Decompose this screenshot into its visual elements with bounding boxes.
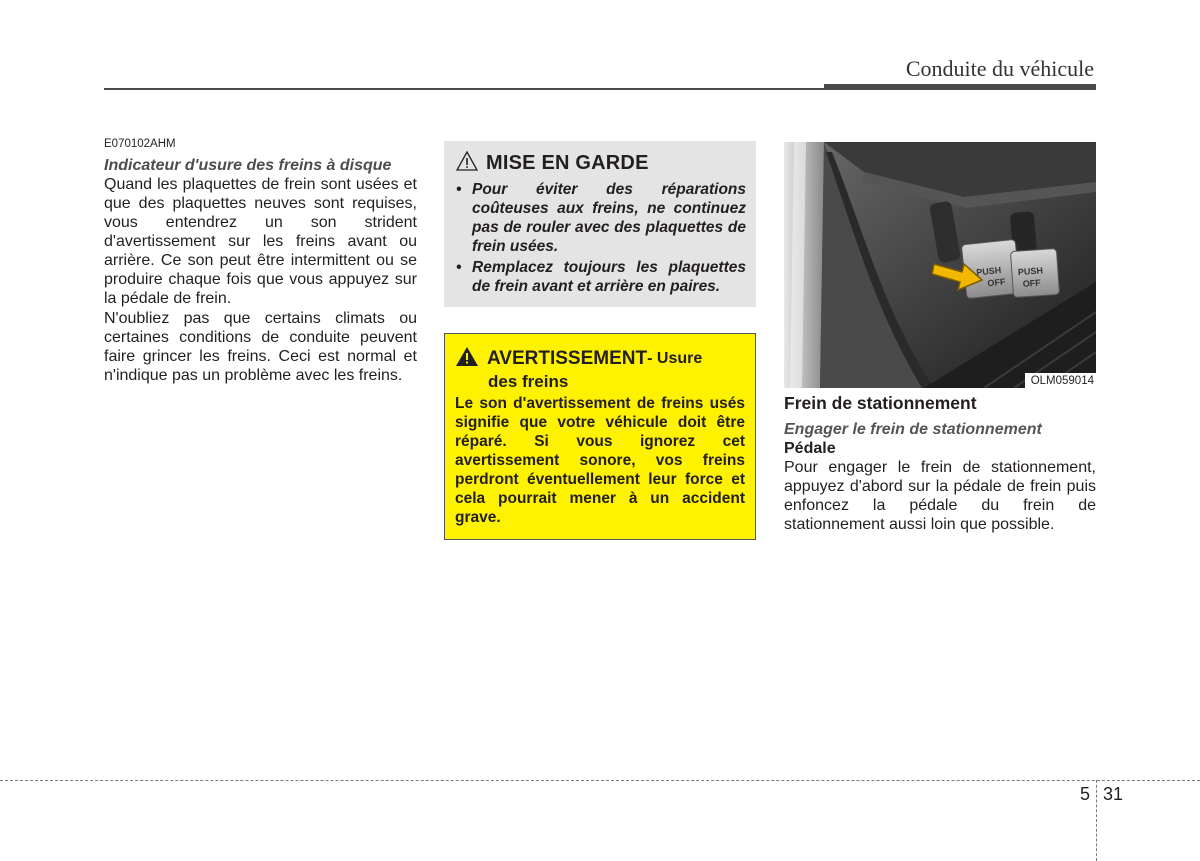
- pedal-off-label-2: OFF: [1022, 277, 1042, 289]
- caution-title: MISE EN GARDE: [486, 152, 649, 174]
- caution-box: [444, 141, 756, 307]
- caution-list: [456, 180, 746, 296]
- header-rule-accent: [824, 84, 1096, 90]
- footer-rule: [0, 780, 1200, 781]
- footer-divider: [1096, 780, 1097, 861]
- warning-triangle-icon: [455, 346, 479, 372]
- photo-code: OLM059014: [1025, 373, 1096, 388]
- brake-wear-section: [104, 138, 417, 385]
- parking-brake-photo: [784, 142, 1096, 388]
- section-code: E070102AHM: [104, 138, 176, 150]
- caution-triangle-icon: [456, 151, 478, 176]
- pedal-label: Pédale: [784, 440, 836, 457]
- section-number: 5: [1080, 784, 1091, 804]
- warning-header: [455, 346, 745, 372]
- parking-brake-section: [784, 393, 1096, 534]
- paragraph: Pour engager le frein de stationnement, appuyez d'abord sur la pédale de frein puis enfoncez la pédale du frein de stationnement aussi loin que possible.: [784, 459, 1096, 533]
- page-header-title: Conduite du véhicule: [905, 56, 1094, 81]
- warning-title: AVERTISSEMENT: [487, 348, 648, 369]
- section-subtitle: Engager le frein de stationnement: [784, 421, 1042, 438]
- section-title: Frein de stationnement: [784, 393, 977, 413]
- page-number: 31: [1103, 784, 1124, 804]
- caution-item: • Remplacez toujours les plaquettes de frein avant et arrière en paires.: [456, 258, 746, 296]
- caution-item: • Pour éviter des réparations coûteuses aux freins, ne continuez pas de rouler avec des plaquettes de frein usées.: [456, 180, 746, 256]
- section-subtitle: Indicateur d'usure des freins à disque: [104, 157, 392, 174]
- paragraph-2: N'oubliez pas que certains climats ou certaines conditions de conduite peuvent faire grincer les freins. Ceci est normal et n'indique pas un problème avec les freins.: [104, 310, 417, 384]
- paragraph-1: Quand les plaquettes de frein sont usées et que des plaquettes neuves sont requises, vous entendrez un son strident d'avertissement sur les freins avant ou arrière. Ce son peut être intermittent ou se produire chaque fois que vous appuyez sur la pédale de frein.: [104, 176, 417, 307]
- warning-body: Le son d'avertissement de freins usés signifie que votre véhicule doit être réparé. Si vous ignorez cet avertissement sonore, vos freins perdront éventuellement leur force et cela pourrait mener à un accident grave.: [455, 395, 745, 526]
- caution-header: [456, 151, 746, 176]
- warning-box: [444, 333, 756, 540]
- pedal-push-label-2: PUSH: [1017, 265, 1044, 278]
- header-rule: [104, 88, 824, 90]
- pedal-push-label: PUSH: [975, 264, 1002, 278]
- warning-title-suffix: - Usure: [647, 350, 703, 367]
- pedal-off-label: OFF: [986, 276, 1006, 289]
- warning-title-line2: des freins: [488, 372, 569, 391]
